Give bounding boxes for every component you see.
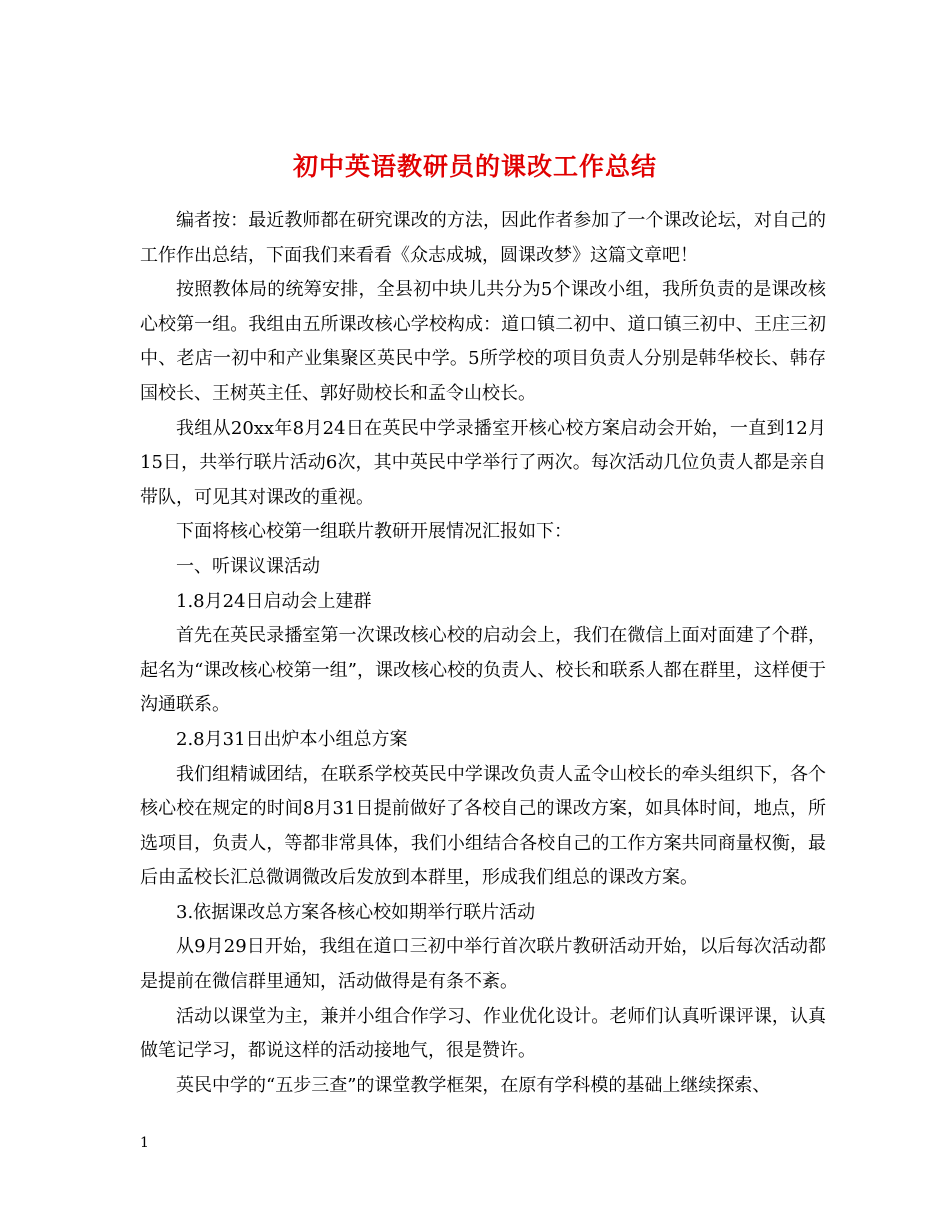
subheading-overall-plan: 2.8月31日出炉本小组总方案 <box>176 728 408 750</box>
subheading-joint-activities: 3.依据课改总方案各核心校如期举行联片活动 <box>176 901 536 923</box>
paragraph-group-creation: 首先在英民录播室第一次课改核心校的启动会上，我们在微信上面对面建了个群，起名为“课改核心校第一组”，课改核心校的负责人、校长和联系人都在群里，这样便于沟通联系。 <box>140 625 826 716</box>
section-heading-lesson-activities: 一、听课议课活动 <box>176 555 320 577</box>
paragraph-joint-activities: 从9月29日开始，我组在道口三初中举行首次联片教研活动开始，以后每次活动都是提前在微信群里通知，活动做得是有条不紊。 <box>140 936 826 993</box>
paragraph-report-intro: 下面将核心校第一组联片教研开展情况汇报如下： <box>176 521 572 543</box>
page-number: 1 <box>140 1135 149 1151</box>
document-title: 初中英语教研员的课改工作总结 <box>292 151 657 181</box>
paragraph-editor-note: 编者按：最近教师都在研究课改的方法，因此作者参加了一个课改论坛，对自己的工作作出总结，下面我们来看看《众志成城，圆课改梦》这篇文章吧！ <box>140 210 826 266</box>
paragraph-activity-summary: 我组从20xx年8月24日在英民中学录播室开核心校方案启动会开始，一直到12月15日，共举行联片活动6次，其中英民中学举行了两次。每次活动几位负责人都是亲自带队，可见其对课改的重视。 <box>140 417 826 508</box>
paragraph-group-overview: 按照教体局的统筹安排，全县初中块儿共分为5个课改小组，我所负责的是课改核心校第一组。我组由五所课改核心学校构成：道口镇二初中、道口镇三初中、王庄三初中、老店一初中和产业集聚区英民中学。5所学校的项目负责人分别是韩华校长、韩存国校长、王树英主任、郭好勋校长和孟令山校长。 <box>140 279 826 404</box>
paragraph-overall-plan: 我们组精诚团结，在联系学校英民中学课改负责人孟令山校长的牵头组织下，各个核心校在规定的时间8月31日提前做好了各校自己的课改方案，如具体时间，地点，所选项目，负责人，等都非常具体，我们小组结合各校自己的工作方案共同商量权衡，最后由孟校长汇总微调微改后发放到本群里，形成我们组总的课改方案。 <box>140 763 826 889</box>
subheading-group-creation: 1.8月24日启动会上建群 <box>176 590 372 612</box>
paragraph-teaching-framework: 英民中学的“五步三查”的课堂教学框架，在原有学科模的基础上继续探索、 <box>176 1074 771 1096</box>
document-body <box>140 204 826 1103</box>
paragraph-classroom-focus: 活动以课堂为主，兼并小组合作学习、作业优化设计。老师们认真听课评课，认真做笔记学习，都说这样的活动接地气，很是赞许。 <box>140 1005 826 1062</box>
